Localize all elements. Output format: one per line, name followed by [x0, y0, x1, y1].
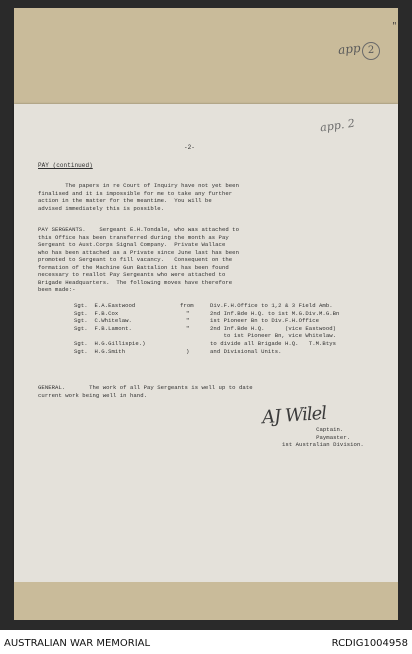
text-line: who has been attached as a Private since June last has been [38, 248, 240, 256]
text-line: formation of the Machine Gun Battalion it has been found [38, 263, 229, 271]
move-mark: " [186, 309, 190, 317]
move-detail: to 1st Pioneer Bn, vice Whitelaw. [210, 332, 337, 340]
text-line: necessary to reallot Pay Sergeants who were attached to [38, 271, 226, 278]
corner-mark: " [392, 22, 397, 31]
text-line: Paymaster. [282, 433, 351, 441]
list-item [74, 339, 337, 348]
text-line: Brigade Headquarters. The following moves have therefore [38, 278, 233, 286]
record-id: RCDIG1004958 [331, 638, 408, 649]
text-line: action in the matter for the meantime. You will be [38, 197, 212, 204]
handwritten-annotation: app. 2 [319, 116, 356, 135]
text-line: advised immediately this is possible. [38, 204, 165, 212]
institution-name: AUSTRALIAN WAR MEMORIAL [4, 638, 151, 649]
sergeant-name: Sgt. C.Whitelaw. [74, 317, 132, 325]
move-mark: " [186, 317, 190, 325]
document-page [14, 104, 398, 582]
backing-strip [14, 582, 398, 618]
move-detail: Div.F.H.Office to 1,2 & 3 Field Amb. [210, 302, 333, 309]
list-item [74, 332, 337, 340]
sergeant-name: Sgt. F.B.Cox [74, 309, 119, 317]
text-line: 1st Australian Division. [282, 441, 364, 448]
page-number: -2- [184, 144, 195, 151]
text-line: this Office has been transferred during the month as Pay [38, 233, 229, 241]
circled-number: 2 [362, 42, 380, 60]
list-item [74, 324, 337, 333]
move-mark: ) [186, 347, 190, 355]
move-detail: 2nd Inf.Bde H.Q. (vice Eastwood) [210, 324, 337, 332]
text-line: current work being well in hand. [38, 391, 148, 399]
list-item [74, 317, 320, 325]
move-detail: to divide all Brigade H.Q. T.M.Btys [210, 339, 337, 347]
move-mark: " [186, 324, 190, 332]
text-line: Sergeant to Aust.Corps Signal Company. Private Wallace [38, 241, 226, 248]
sergeant-name: Sgt. H.G.Smith [74, 347, 126, 355]
section-heading: PAY (continued) [38, 162, 93, 169]
text-line: Captain. [282, 426, 344, 433]
text-line: The papers in re Court of Inquiry have not yet been [38, 182, 240, 189]
sergeant-name: Sgt. F.B.Lamont. [74, 324, 132, 332]
text-line: been made:- [38, 286, 76, 293]
text-line: promoted to Sergeant to fill vacancy. Consequent on the [38, 256, 233, 263]
archive-footer [0, 636, 412, 654]
list-item [74, 309, 340, 318]
move-detail: and Divisional Units. [210, 347, 282, 355]
moves-list [74, 302, 340, 355]
move-detail: 1st Pioneer Bn to Div.F.H.Office [210, 317, 320, 325]
move-mark: from [180, 302, 194, 309]
sergeant-name: Sgt. H.G.Gillispie.) [74, 339, 146, 347]
text-line: PAY SERGEANTS. Sergeant E.H.Tondale, who was attached to [38, 226, 240, 233]
document-body [14, 104, 398, 582]
move-detail: 2nd Inf.Bde H.Q. to 1st M.G.Div.M.G.Bn [210, 309, 340, 317]
signature: AJ Wilel [261, 402, 327, 429]
sergeant-name: Sgt. E.A.Eastwood [74, 302, 136, 309]
text-line: GENERAL. The work of all Pay Sergeants is well up to date [38, 384, 253, 391]
text-line: finalised and it is impossible for me to take any further [38, 189, 233, 197]
back-sheet-note: app [337, 40, 362, 58]
list-item [74, 347, 282, 356]
list-item [74, 302, 333, 310]
